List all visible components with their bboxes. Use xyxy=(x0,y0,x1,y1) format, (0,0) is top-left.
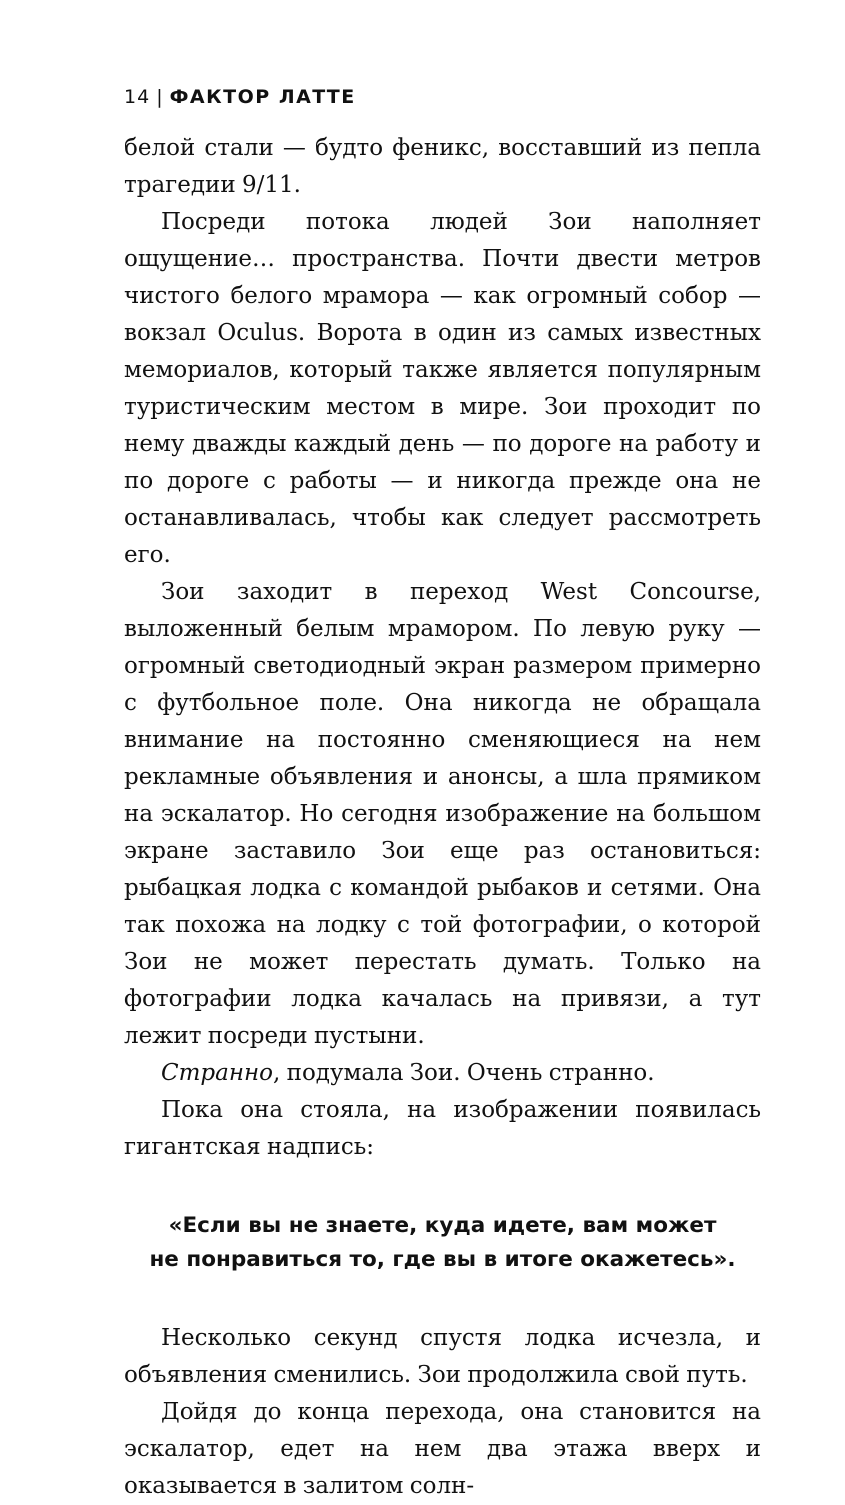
paragraph-text: , подумала Зои. Очень странно. xyxy=(273,1060,655,1086)
quote-line: не понравиться то, где вы в итоге окажетесь». xyxy=(149,1247,736,1272)
quote-block xyxy=(124,1209,761,1277)
quote-line: «Если вы не знаете, куда идете, вам может xyxy=(168,1213,717,1238)
paragraph: Посреди потока людей Зои наполняет ощущение… пространства. Почти двести метров чистого белого мрамора — как огромный собор — вокзал Oculus. Ворота в один из самых известных мемориалов, который также является популярным туристическим местом в мире. Зои проходит по нему дважды каждый день — по дороге на работу и по дороге с работы — и никогда прежде она не останавливалась, чтобы как следует рассмотреть его. xyxy=(124,209,761,568)
paragraph-continuation: белой стали — будто феникс, восставший из пепла трагедии 9/11. xyxy=(124,135,761,198)
paragraph: Зои заходит в переход West Concourse, выложенный белым мрамором. По левую руку — огромный светодиодный экран размером примерно с футбольное поле. Она никогда не обращала внимание на постоянно сменяющиеся на нем рекламные объявления и анонсы, а шла прямиком на эскалатор. Но сегодня изображение на большом экране заставило Зои еще раз остановиться: рыбацкая лодка с командой рыбаков и сетями. Она так похожа на лодку с той фотографии, о которой Зои не может перестать думать. Только на фотографии лодка качалась на привязи, а тут лежит посреди пустыни. xyxy=(124,579,761,1049)
italic-word: Странно xyxy=(161,1060,273,1086)
paragraph: Пока она стояла, на изображении появилась гигантская надпись: xyxy=(124,1097,761,1160)
paragraph xyxy=(124,1055,761,1092)
paragraph: Несколько секунд спустя лодка исчезла, и объявления сменились. Зои продолжила свой путь. xyxy=(124,1325,761,1388)
paragraph: Дойдя до конца перехода, она становится на эскалатор, едет на нем два этажа вверх и оказывается в залитом солн- xyxy=(124,1399,761,1499)
header-separator: | xyxy=(156,86,164,108)
book-title: ФАКТОР ЛАТТЕ xyxy=(169,86,356,108)
running-header xyxy=(124,86,356,108)
page-number: 14 xyxy=(124,86,151,108)
body-text xyxy=(124,130,761,1505)
